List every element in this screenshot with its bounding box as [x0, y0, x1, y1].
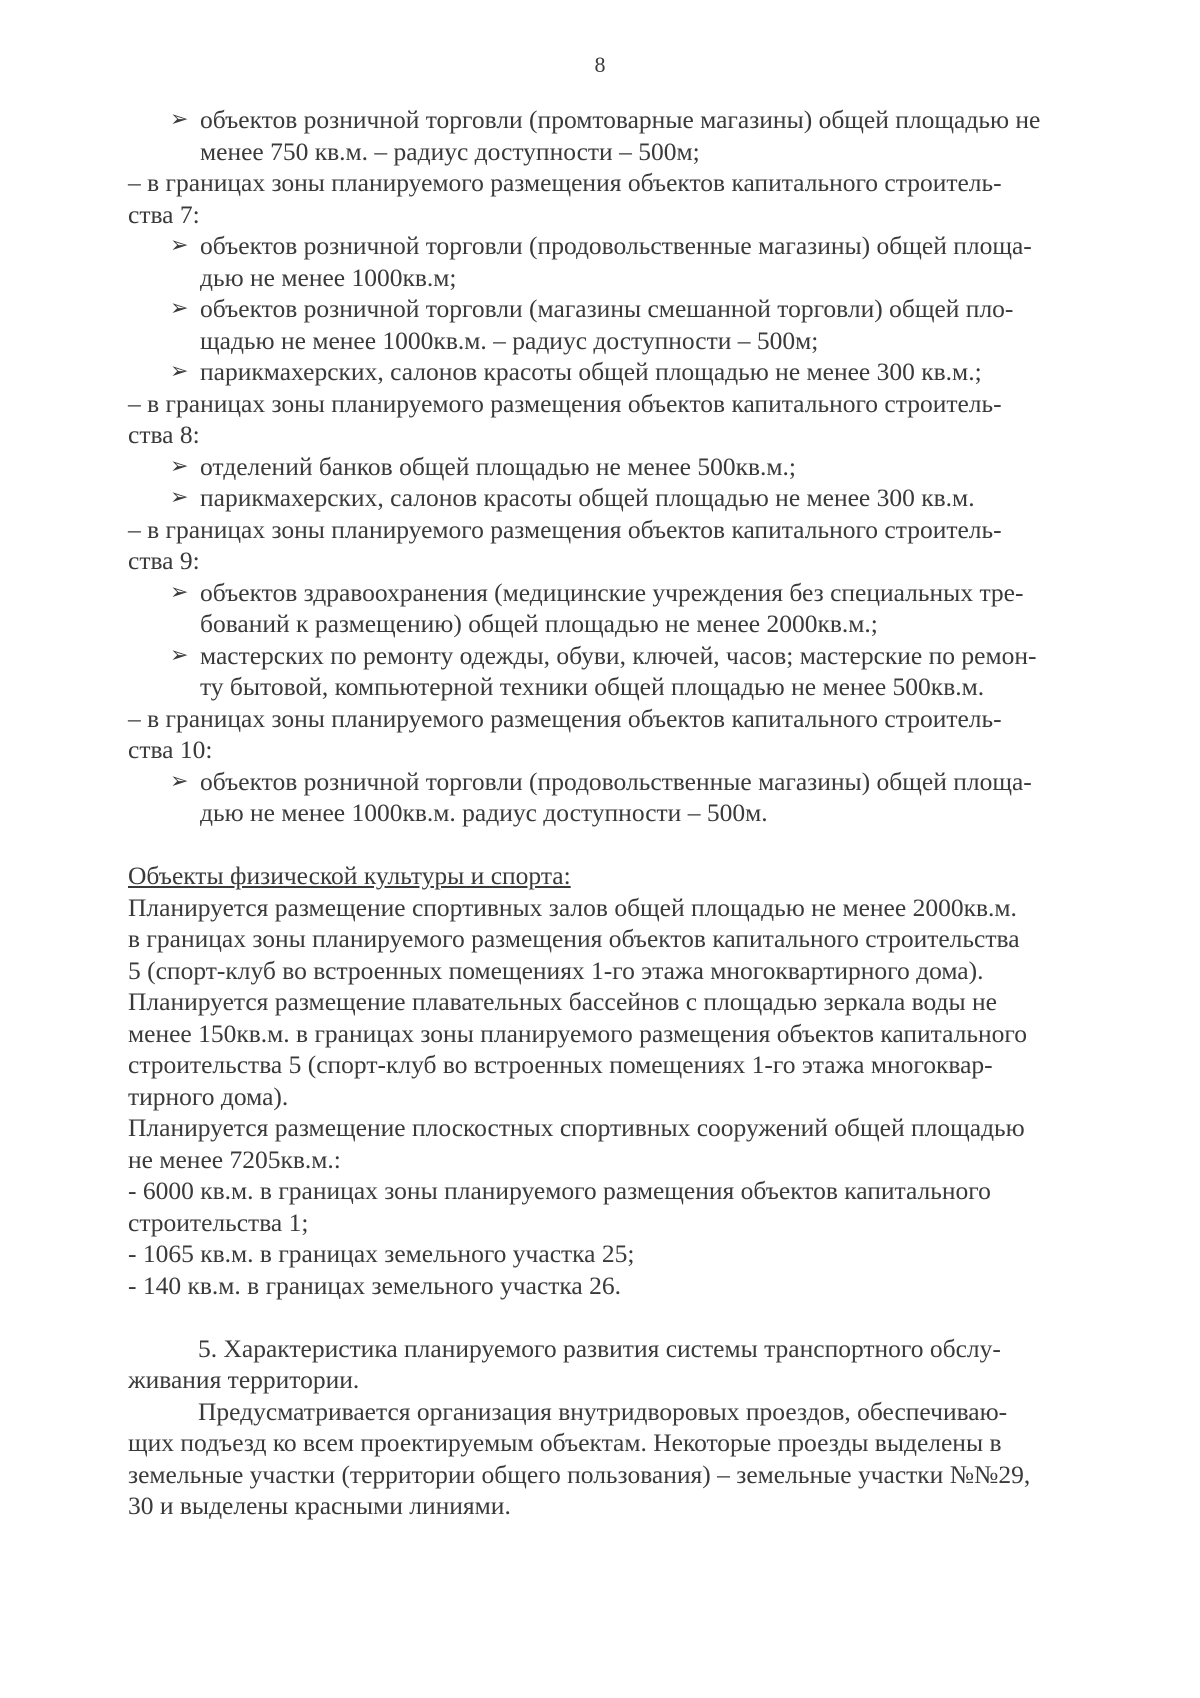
bullet-continuation: бований к размещению) общей площадью не менее 2000кв.м.;: [200, 609, 878, 638]
text-line: тирного дома).: [128, 1081, 289, 1111]
bullet-arrow-icon: ➢: [170, 359, 189, 384]
paragraph-first-line: Предусматривается организация внутридворовых проездов, обеспечиваю-: [198, 1396, 1008, 1426]
bullet-item: [128, 482, 1148, 514]
text-line: – в границах зоны планируемого размещения объектов капитального строитель-: [128, 168, 1002, 197]
numbered-section-title: 5. Характеристика планируемого развития системы транспортного обслу-: [198, 1333, 1001, 1363]
bullet-text: отделений банков общей площадью не менее 500кв.м.;: [200, 451, 796, 481]
text-line: 30 и выделены красными линиями.: [128, 1491, 511, 1520]
text-line: живания территории.: [128, 1365, 360, 1394]
bullet-continuation: дью не менее 1000кв.м. радиус доступности – 500м.: [200, 798, 768, 827]
bullet-continuation: дью не менее 1000кв.м;: [200, 262, 457, 292]
bullet-continuation: щадью не менее 1000кв.м. – радиус доступности – 500м;: [200, 325, 819, 355]
text-line: ства 10:: [128, 735, 213, 764]
text-line: Планируется размещение спортивных залов общей площадью не менее 2000кв.м.: [128, 892, 1017, 922]
bullet-item: [128, 640, 1148, 672]
text-line: - 1065 кв.м. в границах земельного участка 25;: [128, 1239, 635, 1268]
bullet-arrow-icon: ➢: [170, 485, 189, 510]
bullet-arrow-icon: ➢: [170, 579, 189, 605]
bullet-text: объектов здравоохранения (медицинские учреждения без специальных тре-: [200, 577, 1024, 607]
bullet-arrow-icon: ➢: [170, 107, 189, 132]
bullet-arrow-icon: ➢: [170, 768, 189, 794]
text-line: ства 7:: [128, 199, 200, 229]
text-line: щих подъезд ко всем проектируемым объектам. Некоторые проезды выделены в: [128, 1428, 1002, 1457]
text-line: ства 9:: [128, 546, 200, 575]
text-line: не менее 7205кв.м.:: [128, 1144, 341, 1174]
bullet-continuation: менее 750 кв.м. – радиус доступности – 500м;: [200, 136, 700, 166]
document-body: [128, 104, 1148, 1522]
bullet-item: [128, 293, 1148, 325]
bullet-arrow-icon: ➢: [170, 453, 189, 479]
text-line: Планируется размещение плавательных бассейнов с площадью зеркала воды не: [128, 987, 997, 1016]
bullet-text: объектов розничной торговли (промтоварные магазины) общей площадью не: [200, 105, 1041, 134]
bullet-item: [128, 577, 1148, 609]
bullet-arrow-icon: ➢: [170, 233, 189, 258]
bullet-arrow-icon: ➢: [170, 642, 189, 668]
text-line: строительства 1;: [128, 1207, 309, 1237]
bullet-item: [128, 766, 1148, 798]
text-line: – в границах зоны планируемого размещения объектов капитального строитель-: [128, 514, 1002, 544]
bullet-continuation: ту бытовой, компьютерной техники общей площадью не менее 500кв.м.: [200, 672, 985, 701]
text-line: - 6000 кв.м. в границах зоны планируемого размещения объектов капитального: [128, 1176, 991, 1205]
text-line: ства 8:: [128, 420, 200, 449]
text-line: земельные участки (территории общего пользования) – земельные участки №№29,: [128, 1459, 1031, 1489]
text-line: менее 150кв.м. в границах зоны планируемого размещения объектов капитального: [128, 1018, 1027, 1048]
text-line: строительства 5 (спорт-клуб во встроенных помещениях 1-го этажа многоквар-: [128, 1050, 993, 1079]
text-line: Планируется размещение плоскостных спортивных сооружений общей площадью: [128, 1113, 1025, 1142]
bullet-arrow-icon: ➢: [170, 296, 189, 321]
section-heading: Объекты физической культуры и спорта:: [128, 861, 571, 890]
bullet-text: объектов розничной торговли (продовольственные магазины) общей площа-: [200, 231, 1032, 260]
text-line: - 140 кв.м. в границах земельного участка 26.: [128, 1270, 621, 1300]
text-line: в границах зоны планируемого размещения объектов капитального строительства: [128, 924, 1020, 953]
text-line: – в границах зоны планируемого размещения объектов капитального строитель-: [128, 703, 1002, 733]
bullet-text: объектов розничной торговли (магазины смешанной торговли) общей пло-: [200, 294, 1014, 323]
bullet-item: [128, 356, 1148, 388]
bullet-item: [128, 104, 1148, 136]
bullet-text: мастерских по ремонту одежды, обуви, ключей, часов; мастерские по ремон-: [200, 640, 1037, 670]
bullet-text: парикмахерских, салонов красоты общей площадью не менее 300 кв.м.: [200, 483, 975, 512]
text-line: – в границах зоны планируемого размещения объектов капитального строитель-: [128, 388, 1002, 418]
bullet-text: парикмахерских, салонов красоты общей площадью не менее 300 кв.м.;: [200, 357, 982, 386]
text-line: 5 (спорт-клуб во встроенных помещениях 1-го этажа многоквартирного дома).: [128, 955, 984, 985]
bullet-text: объектов розничной торговли (продовольственные магазины) общей площа-: [200, 766, 1032, 796]
bullet-item: [128, 451, 1148, 483]
bullet-item: [128, 230, 1148, 262]
page-number: 8: [594, 52, 606, 77]
